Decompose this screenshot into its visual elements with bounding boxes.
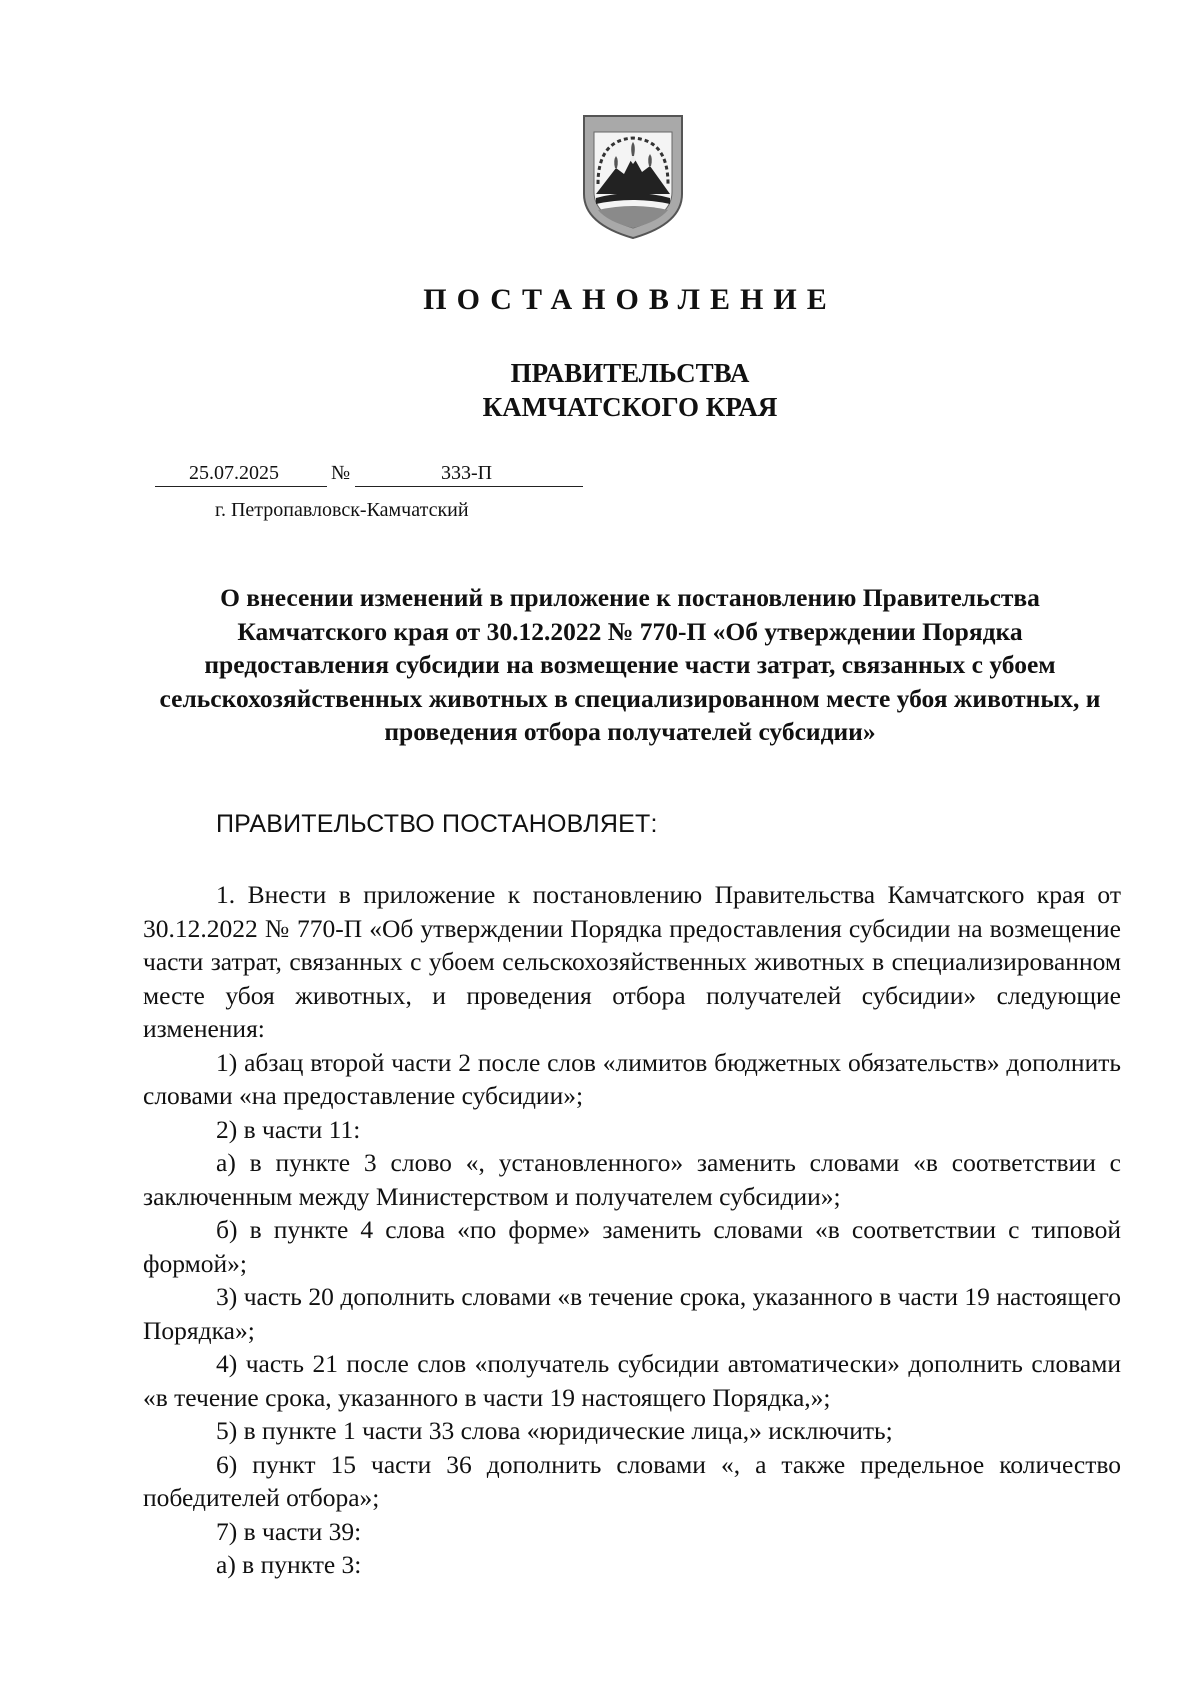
paragraph: 6) пункт 15 части 36 дополнить словами «, а также предельное количество победителей отбора»; <box>143 1449 1121 1512</box>
city-name: г. Петропавловск-Камчатский <box>215 499 469 521</box>
document-number: 333-П <box>441 462 493 484</box>
document-subject: О внесении изменений в приложение к постановлению Правительства Камчатского края от 30.12.2022 № 770-П «Об утверждении Порядка предоставления субсидии на возмещение части затрат, связанных с убоем сельскохозяйственных животных в специализированном месте убоя животных, и проведения отбора получателей субсидии» <box>159 583 1101 746</box>
organization-line-2: КАМЧАТСКОГО КРАЯ <box>482 392 778 422</box>
paragraph: 1) абзац второй части 2 после слов «лимитов бюджетных обязательств» дополнить словами «на предоставление субсидии»; <box>143 1047 1121 1110</box>
organization-line-1: ПРАВИТЕЛЬСТВА <box>510 358 750 388</box>
decree-phrase: ПРАВИТЕЛЬСТВО ПОСТАНОВЛЯЕТ: <box>216 810 658 838</box>
paragraph: 7) в части 39: <box>216 1516 362 1546</box>
document-date: 25.07.2025 <box>189 462 279 484</box>
date-underline <box>155 486 327 487</box>
paragraph: 2) в части 11: <box>216 1114 361 1144</box>
paragraph: 5) в пункте 1 части 33 слова «юридические лица,» исключить; <box>216 1416 893 1445</box>
paragraph: 4) часть 21 после слов «получатель субсидии автоматически» дополнить словами «в течение срока, указанного в части 19 настоящего Порядка,»; <box>143 1349 1121 1412</box>
number-sign: № <box>331 462 351 484</box>
paragraph: а) в пункте 3: <box>216 1550 362 1579</box>
paragraph: б) в пункте 4 слова «по форме» заменить словами «в соответствии с типовой формой»; <box>143 1215 1121 1278</box>
paragraph: 1. Внести в приложение к постановлению Правительства Камчатского края от 30.12.2022 № 770-П «Об утверждении Порядка предоставления субсидии на возмещение части затрат, связанных с убоем сельскохозяйственных животных в специализированном месте убоя животных, и проведения отбора получателей субсидии» следующие изменения: <box>143 880 1121 1043</box>
date-number-line <box>155 462 585 492</box>
organization-name <box>0 356 1200 424</box>
number-underline <box>355 486 583 487</box>
kamchatka-coat-of-arms-icon <box>580 112 686 240</box>
document-body <box>143 878 1121 1582</box>
document-type-title: ПОСТАНОВЛЕНИЕ <box>423 283 837 316</box>
paragraph: 3) часть 20 дополнить словами «в течение срока, указанного в части 19 настоящего Порядка»; <box>143 1282 1121 1345</box>
paragraph: а) в пункте 3 слово «, установленного» заменить словами «в соответствии с заключенным между Министерством и получателем субсидии»; <box>143 1148 1121 1211</box>
